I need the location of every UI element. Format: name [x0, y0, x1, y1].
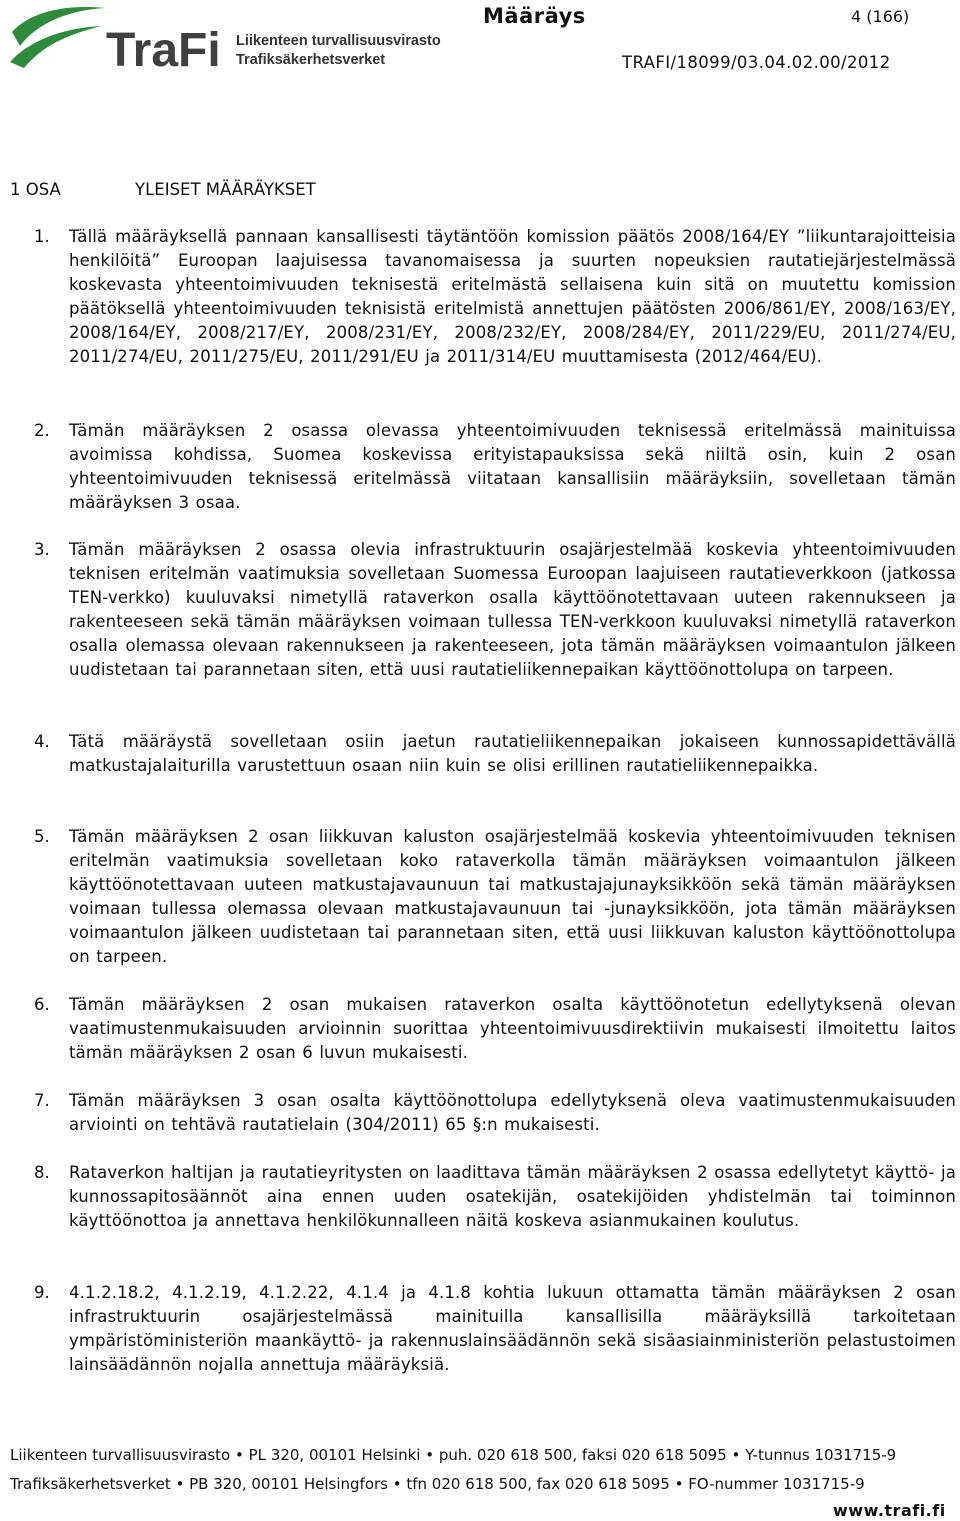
item-text: Tämän määräyksen 2 osassa olevia infrastruktuurin osajärjestelmää koskevia yhteentoimivuuden teknisen eritelmän vaatimuksia sovelletaan Suomessa Euroopan laajuiseen rautatieverkkoon (jatkossa TEN-verkko) kuuluvaksi nimetyllä rataverkon osalla käyttöönotettavaan uuteen rakennukseen ja rakenteeseen sekä tämän määräyksen voimaan tullessa TEN-verkkoon kuuluvaksi nimetyllä rataverkon osalla olemassa olevaan rakennukseen ja rakenteeseen, jota tämän määräyksen voimaantulon jälkeen uudistetaan tai parannetaan siten, että uusi rautatieliikennepaikan käyttöönottolupa on tarpeen.	[69, 540, 956, 679]
item-text: Tämän määräyksen 2 osan liikkuvan kaluston osajärjestelmää koskevia yhteentoimivuuden teknisen eritelmän vaatimuksia sovelletaan koko rataverkolla tämän määräyksen voimaantulon jälkeen käyttöönotettavaan uuteen matkustajavaunuun tai matkustajajunayksikköön sekä tämän määräyksen voimaan tullessa olemassa olevaan matkustajavaunuun tai -junayksikköön, jota tämän määräyksen voimaantulon jälkeen uudistetaan tai parannetaan siten, että uusi liikkuvan kaluston käyttöönottolupa on tarpeen.	[69, 827, 956, 966]
item-text: Tämän määräyksen 2 osan mukaisen rataverkon osalta käyttöönotetun edellytyksenä olevan vaatimustenmukaisuuden arvioinnin suorittaa yhteentoimivuusdirektiivin mukaisesti ilmoitettu laitos tämän määräyksen 2 osan 6 luvun mukaisesti.	[69, 995, 956, 1062]
item-number: 1.	[34, 227, 50, 246]
trafi-logo	[10, 2, 480, 80]
item-number: 9.	[34, 1283, 50, 1302]
item-number: 3.	[34, 540, 50, 559]
logo-line1: Liikenteen turvallisuusvirasto	[236, 33, 441, 49]
footer-line-sv: Trafiksäkerhetsverket • PB 320, 00101 Helsingfors • tfn 020 618 500, fax 020 618 5095 • FO-nummer 1031715-9	[10, 1475, 865, 1493]
section-title: YLEISET MÄÄRÄYKSET	[135, 180, 316, 199]
page-number: 4 (166)	[851, 7, 910, 26]
item-number: 5.	[34, 827, 50, 846]
section-heading	[10, 180, 316, 199]
item-number: 4.	[34, 732, 50, 751]
document-type: Määräys	[483, 4, 586, 28]
trafi-logo-mark	[10, 2, 480, 80]
item-number: 2.	[34, 421, 50, 440]
item-text: Rataverkon haltijan ja rautatieyritysten on laadittava tämän määräyksen 2 osassa edellytetyt käyttö- ja kunnossapitosäännöt aina ennen uuden osatekijän, osatekijöiden yhdistelmän tai toiminnon käyttöönottoa ja annettava henkilökunnalleen näitä koskeva asianmukainen koulutus.	[69, 1163, 956, 1230]
logo-line2: Trafiksäkerhetsverket	[236, 52, 386, 68]
item-text: Tällä määräyksellä pannaan kansallisesti täytäntöön komission päätös 2008/164/EY ”liikuntarajoitteisia henkilöitä” Euroopan laajuisessa tavanomaisessa ja suurten nopeuksien rautatiejärjestelmässä koskevasta yhteentoimivuuden teknisestä eritelmästä sellaisena kuin sitä on muutettu komission päätöksellä yhteentoimivuuden teknisistä eritelmistä annettujen päätösten 2006/861/EY, 2008/163/EY, 2008/164/EY, 2008/217/EY, 2008/231/EY, 2008/232/EY, 2008/284/EY, 2011/229/EU, 2011/274/EU, 2011/274/EU, 2011/275/EU, 2011/291/EU ja 2011/314/EU muuttamisesta (2012/464/EU).	[69, 227, 956, 366]
footer-website-link[interactable]: www.trafi.fi	[833, 1501, 946, 1520]
item-text: Tämän määräyksen 2 osassa olevassa yhteentoimivuuden teknisessä eritelmässä mainituissa avoimissa kohdissa, Suomea koskevissa erityistapauksissa sekä niiltä osin, kuin 2 osan yhteentoimivuuden teknisessä eritelmässä viitataan kansallisiin määräyksiin, sovelletaan tämän määräyksen 3 osaa.	[69, 421, 956, 512]
item-number: 8.	[34, 1163, 50, 1182]
footer-line-fi: Liikenteen turvallisuusvirasto • PL 320, 00101 Helsinki • puh. 020 618 500, faksi 020 618 5095 • Y-tunnus 1031715-9	[10, 1446, 897, 1464]
item-number: 6.	[34, 995, 50, 1014]
item-text: 4.1.2.18.2, 4.1.2.19, 4.1.2.22, 4.1.4 ja 4.1.8 kohtia lukuun ottamatta tämän määräyksen 2 osan infrastruktuurin osajärjestelmässä mainituilla kansallisilla määräyksillä tarkoitetaan ympäristöministeriön maankäyttö- ja rakennuslainsäädännön sekä sisäasiainministeriön pelastustoimen lainsäädännön nojalla annettuja määräyksiä.	[69, 1283, 956, 1374]
document-id: TRAFI/18099/03.04.02.00/2012	[622, 53, 891, 72]
logo-brand: TraFi	[106, 24, 221, 77]
section-number: 1 OSA	[10, 180, 61, 199]
item-text: Tätä määräystä sovelletaan osiin jaetun rautatieliikennepaikan jokaiseen kunnossapidettävällä matkustajalaiturilla varustettuun osaan niin kuin se olisi erillinen rautatieliikennepaikka.	[69, 732, 956, 775]
item-number: 7.	[34, 1091, 50, 1110]
item-text: Tämän määräyksen 3 osan osalta käyttöönottolupa edellytyksenä oleva vaatimustenmukaisuuden arviointi on tehtävä rautatielain (304/2011) 65 §:n mukaisesti.	[69, 1091, 956, 1134]
